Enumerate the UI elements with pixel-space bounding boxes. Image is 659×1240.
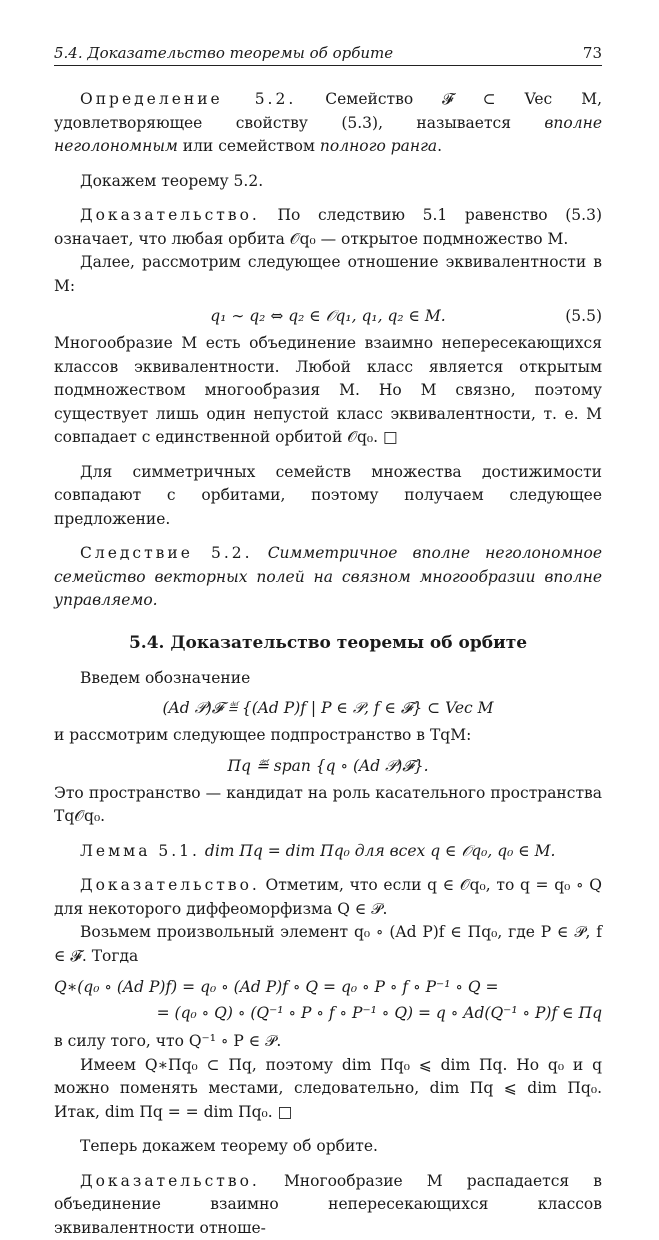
symmetric-paragraph: Для симметричных семейств множества достижимости совпадают с орбитами, поэтому получаем следующее предложение. xyxy=(54,461,602,532)
proof-3 xyxy=(54,1170,602,1240)
corollary-label: Следствие 5.2. xyxy=(80,544,253,562)
running-head xyxy=(54,44,602,66)
have-paragraph: Имеем Q∗Πq₀ ⊂ Πq, поэтому dim Πq₀ ⩽ dim Πq. Но q₀ и q можно поменять местами, следовательно, dim Πq ⩽ dim Πq₀. Итак, dim Πq = = dim Πq₀. □ xyxy=(54,1054,602,1125)
proof-2 xyxy=(54,874,602,921)
proof-2-label: Доказательство. xyxy=(80,876,260,894)
now-paragraph: Теперь докажем теорему об орбите. xyxy=(54,1135,602,1159)
page xyxy=(54,44,602,1240)
take-element-paragraph: Возьмем произвольный элемент q₀ ∘ (Ad P)f ∈ Πq₀, где P ∈ 𝒫, f ∈ 𝓕. Тогда xyxy=(54,921,602,968)
long-formula xyxy=(54,974,602,1026)
formula-5-5 xyxy=(54,304,602,328)
lemma-5-1 xyxy=(54,840,602,864)
proof-2-text: Отметим, что если q ∈ 𝒪q₀, то q = q₀ ∘ Q для некоторого диффеоморфизма Q ∈ 𝒫. xyxy=(54,876,602,918)
definition-end: . xyxy=(437,137,442,155)
manifold-paragraph: Многообразие M есть объединение взаимно непересекающихся классов эквивалентности. Любой класс является открытым подмножеством многообразия M. Но M связно, поэтому существует лишь один непустой класс эквивалентности, т. е. M совпадает с единственной орбитой 𝒪q₀. □ xyxy=(54,332,602,450)
equation-number: (5.5) xyxy=(565,304,602,328)
subspace-intro: и рассмотрим следующее подпространство в TqM: xyxy=(54,724,602,748)
formula-5-5-body: q₁ ∼ q₂ ⇔ q₂ ∈ 𝒪q₁, q₁, q₂ ∈ M. xyxy=(210,307,445,325)
candidate-paragraph: Это пространство — кандидат на роль касательного пространства Tq𝒪q₀. xyxy=(54,782,602,829)
lemma-text: dim Πq = dim Πq₀ для всех q ∈ 𝒪q₀, q₀ ∈ M. xyxy=(200,842,556,860)
formula-ad-p: (Ad 𝒫)𝓕 ≝ {(Ad P)f | P ∈ 𝒫, f ∈ 𝓕} ⊂ Vec M xyxy=(54,696,602,720)
proof-1-label: Доказательство. xyxy=(80,206,260,224)
since-paragraph: в силу того, что Q⁻¹ ∘ P ∈ 𝒫. xyxy=(54,1030,602,1054)
prove-intro: Докажем теорему 5.2. xyxy=(54,170,602,194)
long-formula-line-2: = (q₀ ∘ Q) ∘ (Q⁻¹ ∘ P ∘ f ∘ P⁻¹ ∘ Q) = q ∘ Ad(Q⁻¹ ∘ P)f ∈ Πq xyxy=(54,1000,602,1026)
running-head-title: 5.4. Доказательство теоремы об орбите xyxy=(54,44,393,62)
proof-3-label: Доказательство. xyxy=(80,1172,260,1190)
proof-3-text: Многообразие M распадается в объединение взаимно непересекающихся классов эквивалентности отноше- xyxy=(54,1172,602,1237)
notation-intro: Введем обозначение xyxy=(54,667,602,691)
proof-1-text: По следствию 5.1 равенство (5.3) означает, что любая орбита 𝒪q₀ — открытое подмножество M. xyxy=(54,206,602,248)
section-heading: 5.4. Доказательство теоремы об орбите xyxy=(54,633,602,653)
definition-label: Определение 5.2. xyxy=(80,90,296,108)
corollary-5-2 xyxy=(54,542,602,613)
definition-term-1: вполне неголономным xyxy=(54,114,602,156)
definition-text: Семейство 𝓕 ⊂ Vec M, удовлетворяющее свойству (5.3), называется xyxy=(54,90,602,132)
definition-mid: или семейством xyxy=(178,137,320,155)
proof-1 xyxy=(54,204,602,251)
equivalence-intro: Далее, рассмотрим следующее отношение эквивалентности в M: xyxy=(54,251,602,298)
definition-5-2 xyxy=(54,88,602,159)
formula-pi: Πq ≝ span {q ∘ (Ad 𝒫)𝓕}. xyxy=(54,754,602,778)
long-formula-line-1: Q∗(q₀ ∘ (Ad P)f) = q₀ ∘ (Ad P)f ∘ Q = q₀ ∘ P ∘ f ∘ P⁻¹ ∘ Q = xyxy=(54,974,602,1000)
page-number: 73 xyxy=(583,44,602,62)
corollary-text: Симметричное вполне неголономное семейство векторных полей на связном многообразии вполне управляемо. xyxy=(54,544,602,609)
lemma-label: Лемма 5.1. xyxy=(80,842,200,860)
definition-term-2: полного ранга xyxy=(320,137,437,155)
